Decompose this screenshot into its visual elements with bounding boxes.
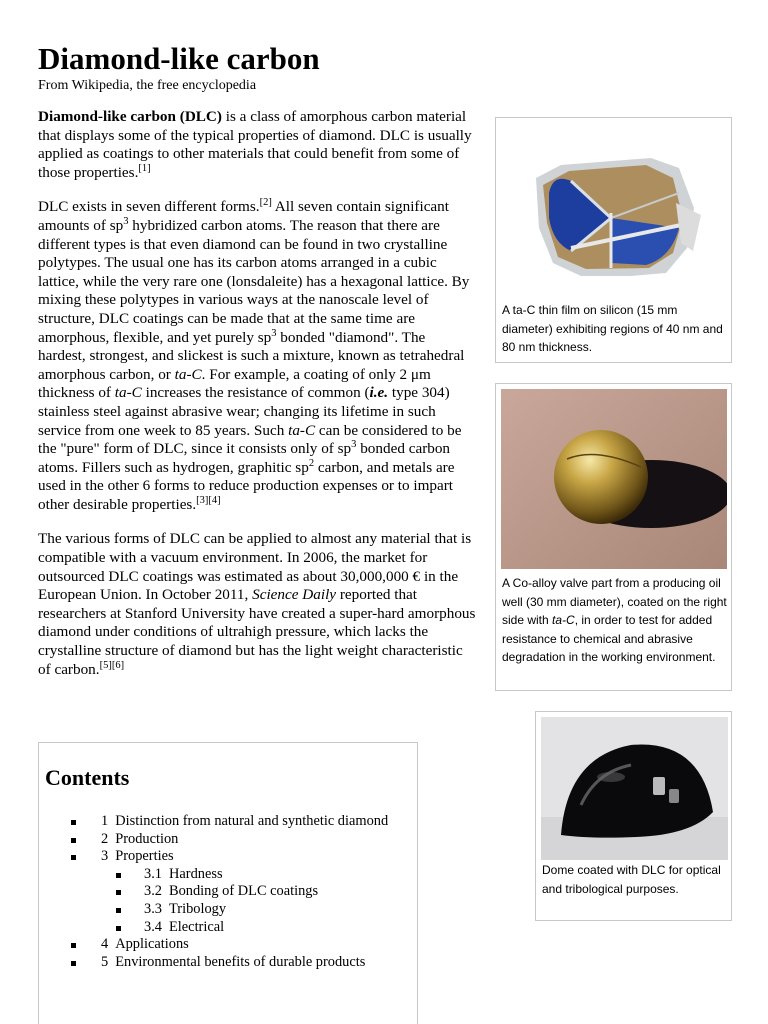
toc-item[interactable] — [69, 883, 388, 901]
paragraph — [38, 530, 476, 679]
toc-item-label[interactable]: Environmental benefits of durable products — [115, 953, 366, 970]
citation-ref[interactable]: 2 — [308, 457, 315, 469]
figure-tac-film — [495, 117, 732, 363]
toc-item[interactable] — [69, 954, 388, 972]
toc-item-label[interactable]: Hardness — [169, 865, 223, 882]
paragraph — [38, 108, 476, 182]
toc-item-number: 5 — [101, 953, 109, 970]
toc-item-label[interactable]: Tribology — [169, 900, 227, 917]
figure-caption — [542, 861, 730, 898]
text-run: can be considered to be the "pure" form of DLC, since it consists only of sp — [38, 421, 462, 458]
text-run: type 304) stainless steel against abrasive wear; changing its lifetime in such service from one week to 85 years. Such — [38, 384, 450, 439]
toc-item-number: 3.1 — [144, 865, 162, 882]
text-run: DLC exists in seven different forms. — [38, 198, 260, 216]
toc-item[interactable] — [69, 831, 388, 849]
toc-heading: Contents — [45, 765, 130, 790]
toc-item-number: 3.2 — [144, 883, 162, 900]
toc-item-number: 2 — [101, 830, 109, 847]
paragraph — [38, 198, 476, 514]
text-run: bonded "diamond". The hardest, strongest, and slickest is such a mixture, known as tetrahedral amorphous carbon, or — [38, 328, 465, 383]
text-run: bonded carbon atoms. Fillers such as hydrogen, graphitic sp — [38, 440, 451, 476]
citation-ref[interactable]: 3 — [123, 215, 129, 227]
valve-part-image[interactable] — [501, 389, 727, 569]
toc-item[interactable] — [69, 919, 388, 937]
figure-caption — [502, 574, 730, 667]
toc-item[interactable] — [69, 901, 388, 919]
toc-item-label[interactable]: Production — [115, 830, 179, 847]
toc-item-number: 4 — [101, 936, 109, 953]
citation-ref[interactable]: [5][6] — [99, 659, 125, 671]
toc-item-number: 3 — [101, 848, 109, 865]
text-run: increases the resistance of common ( — [141, 384, 370, 402]
citation-ref[interactable]: 3 — [351, 439, 357, 451]
article-body — [38, 108, 476, 695]
citation-ref[interactable]: [3][4] — [196, 494, 221, 506]
text-run: Dome coated with DLC for optical and tribological purposes. — [542, 863, 721, 896]
toc-item-number: 3.3 — [144, 900, 162, 917]
toc-item[interactable] — [69, 866, 388, 884]
toc-item[interactable] — [69, 936, 388, 954]
figure-dlc-dome — [535, 711, 732, 921]
text-run: A ta-C thin film on silicon (15 mm diameter) exhibiting regions of 40 nm and 80 nm thickness. — [502, 303, 723, 354]
toc-item-label[interactable]: Distinction from natural and synthetic diamond — [115, 813, 389, 829]
text-run: ta-C — [174, 365, 202, 383]
citation-ref[interactable]: [1] — [138, 162, 151, 174]
text-run: Diamond-like carbon (DLC) — [38, 108, 222, 125]
text-run: A Co-alloy valve part from a producing oil well (30 mm diameter), coated on the right side with — [502, 576, 727, 627]
text-run: is a class of amorphous carbon material that displays some of the typical properties of diamond. DLC is usually applied as coatings to other materials that could benefit from some of those properties. — [38, 108, 472, 181]
toc-item-label[interactable]: Electrical — [169, 918, 225, 935]
citation-ref[interactable]: [2] — [259, 197, 272, 209]
text-run: hybridized carbon atoms. The reason that there are different types is that even diamond can be found in two crystalline polytypes. The usual one has its carbon atoms arranged in a cubic lattice, while the very rare one (lonsdaleite) has a hexagonal lattice. By mixing these polytypes in various ways at the nanoscale level of structure, DLC coatings can be made that at the same time are amorphous, flexible, and yet purely sp — [38, 216, 470, 346]
dlc-dome-image[interactable] — [541, 717, 728, 860]
text-run: ta-C — [552, 613, 575, 627]
article-title: Diamond-like carbon — [38, 41, 320, 76]
text-run: , in order to test for added resistance to chemical and abrasive degradation in the working environment. — [502, 613, 716, 664]
figure-valve-part — [495, 383, 732, 691]
text-run: All seven contain significant amounts of sp — [38, 198, 449, 234]
text-run: The various forms of DLC can be applied to almost any material that is compatible with a vacuum environment. In 2006, the market for outsourced DLC coatings was estimated as about 30,000,000 € in the European Union. In October 2011, — [38, 530, 472, 604]
citation-ref[interactable]: 3 — [271, 327, 277, 339]
text-run: ta-C — [288, 421, 316, 439]
toc-list — [69, 813, 388, 971]
table-of-contents — [38, 742, 418, 1024]
tac-film-image[interactable] — [501, 123, 726, 303]
toc-item-number: 1 — [101, 813, 109, 829]
figure-caption — [502, 301, 730, 357]
text-run: reported that researchers at Stanford University have created a super-hard amorphous diamond under conditions of ultrahigh pressure, which lacks the crystalline structure of diamond but has the light weight characteristic of carbon. — [38, 586, 476, 678]
text-run: . For example, a coating of only 2 μm thickness of — [38, 365, 431, 402]
text-run: Science Daily — [252, 586, 337, 604]
text-run: carbon, and metals are used in the other 6 forms to reduce production expenses or to impart other desirable properties. — [38, 458, 455, 513]
article-subtitle: From Wikipedia, the free encyclopedia — [38, 78, 257, 93]
toc-item[interactable] — [69, 813, 388, 831]
toc-item[interactable] — [69, 848, 388, 866]
toc-item-number: 3.4 — [144, 918, 162, 935]
toc-item-label[interactable]: Properties — [115, 848, 174, 865]
toc-item-label[interactable]: Applications — [115, 936, 189, 953]
toc-item-label[interactable]: Bonding of DLC coatings — [169, 883, 319, 900]
text-run: ta-C — [114, 384, 142, 402]
text-run: i.e. — [369, 384, 389, 402]
